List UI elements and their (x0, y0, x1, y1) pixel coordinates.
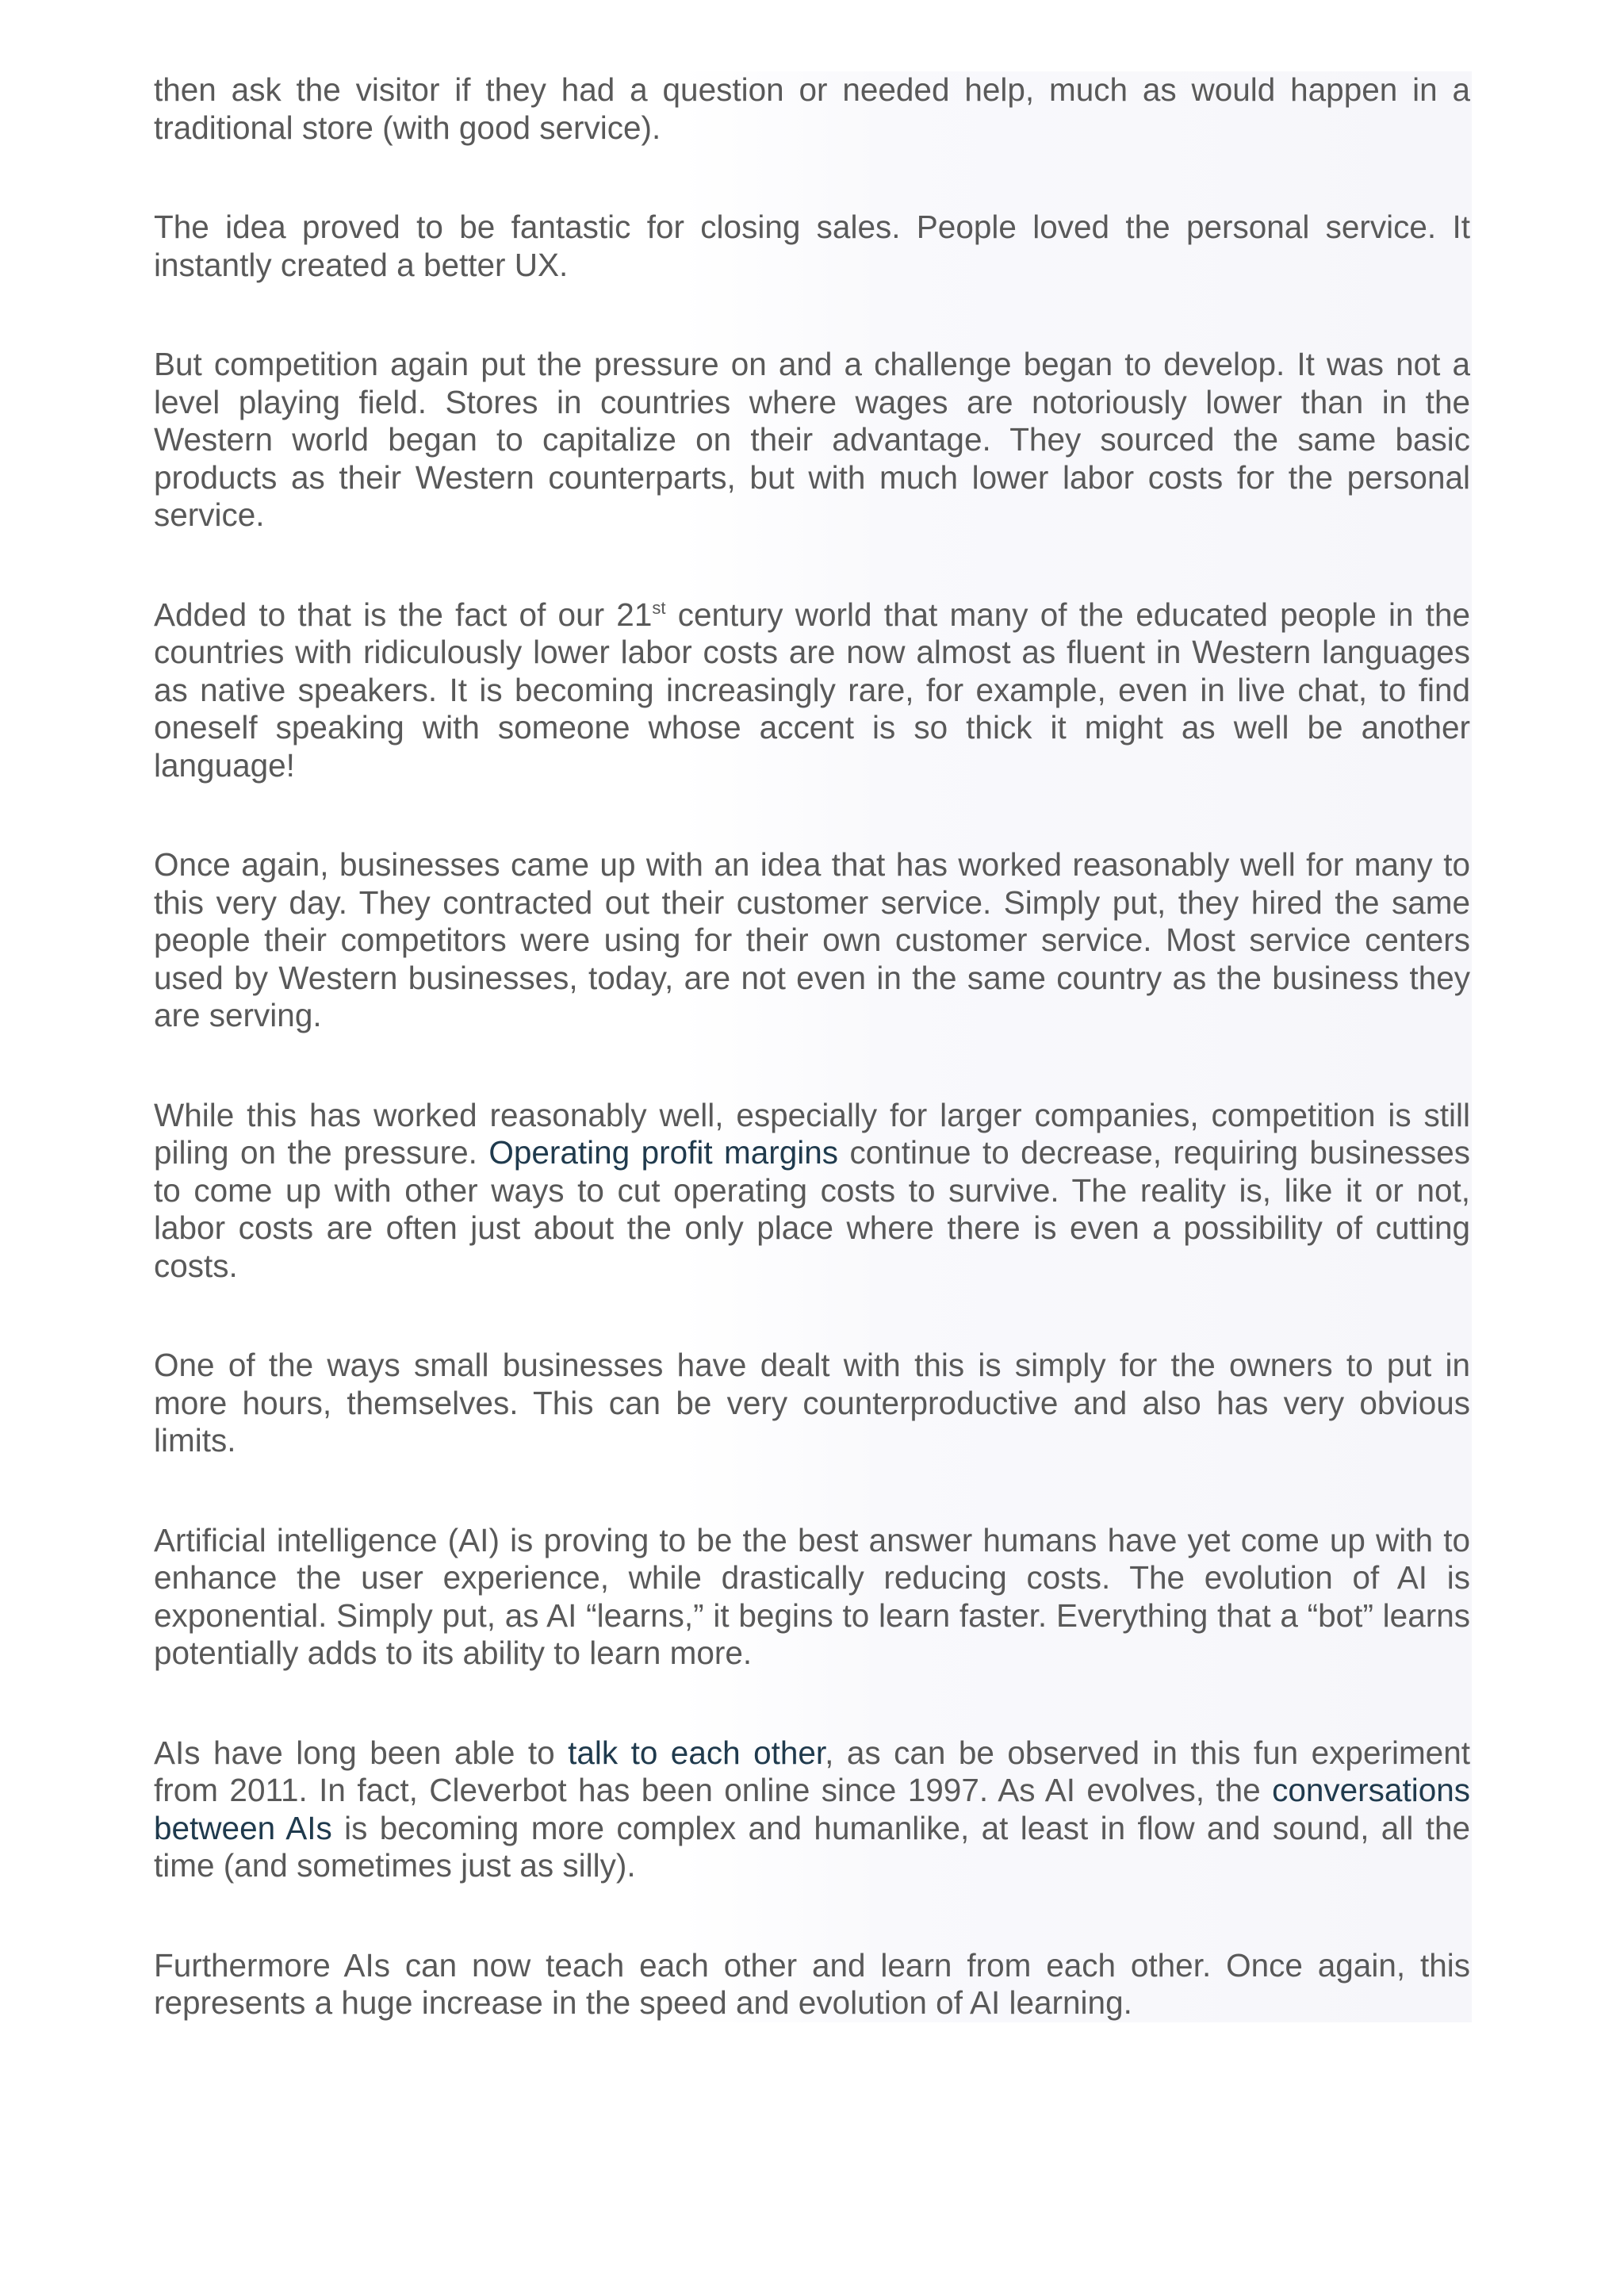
paragraph-text: AIs have long been able to (154, 1734, 569, 1771)
superscript-ordinal: st (652, 597, 666, 618)
paragraph-ais-talk (154, 1734, 1470, 1885)
paragraph-profit-margins (154, 1097, 1470, 1286)
paragraph-text: While this has worked reasonably well, especially for larger companies, competition is still piling on the pressure. (154, 1096, 1470, 1171)
paragraph-text: Added to that is the fact of our 21 (154, 596, 653, 633)
paragraph-text: , as can be observed in this fun experiment from 2011. In fact, Cleverbot has been online since 1997. As AI evolves, the (154, 1734, 1470, 1808)
link-talk-to-each-other[interactable]: talk to each other (568, 1734, 825, 1771)
paragraph-text: continue to decrease, requiring businesses to come up with other ways to cut operating costs to survive. The reality is, like it or not, labor costs are often just about the only place where there is even a possibility of cutting costs. (154, 1134, 1470, 1284)
paragraph-text: is becoming more complex and humanlike, at least in flow and sound, all the time (and sometimes just as silly). (154, 1809, 1470, 1884)
body-text (154, 71, 1472, 2022)
link-conversations-between-ais[interactable]: conversations between AIs (154, 1772, 1470, 1846)
paragraph-visitor-help: then ask the visitor if they had a question or needed help, much as would happen in a traditional store (with good service). (154, 71, 1470, 146)
paragraph-artificial-intelligence: Artificial intelligence (AI) is proving to be the best answer humans have yet come up with to enhance the user experience, while drastically reducing costs. The evolution of AI is exponential. Simply put, as AI “learns,” it begins to learn faster. Everything that a “bot” learns potentially adds to its ability to learn more. (154, 1521, 1470, 1671)
paragraph-competition: But competition again put the pressure on and a challenge began to develop. It was not a level playing field. Stores in countries where wages are notoriously lower than in the Western world began to capitalize on their advantage. They sourced the same basic products as their Western counterparts, but with much lower labor costs for the personal service. (154, 346, 1470, 533)
paragraph-21st-century (154, 596, 1470, 785)
paragraph-small-businesses: One of the ways small businesses have dealt with this is simply for the owners to put in more hours, themselves. This can be very counterproductive and also has very obvious limits. (154, 1347, 1470, 1458)
paragraph-text: century world that many of the educated people in the countries with ridiculously lower labor costs are now almost as fluent in Western languages as native speakers. It is becoming increasingly rare, for example, even in live chat, to find oneself speaking with someone whose accent is so thick it might as well be another language! (154, 596, 1470, 784)
link-operating-profit-margins[interactable]: Operating profit margins (488, 1134, 839, 1171)
paragraph-ais-teach: Furthermore AIs can now teach each other and learn from each other. Once again, this represents a huge increase in the speed and evolution of AI learning. (154, 1946, 1470, 2021)
paragraph-contracted-service: Once again, businesses came up with an idea that has worked reasonably well for many to this very day. They contracted out their customer service. Simply put, they hired the same people their competitors were using for their own customer service. Most service centers used by Western businesses, today, are not even in the same country as the business they are serving. (154, 846, 1470, 1033)
paragraph-personal-service: The idea proved to be fantastic for closing sales. People loved the personal service. It instantly created a better UX. (154, 209, 1470, 283)
